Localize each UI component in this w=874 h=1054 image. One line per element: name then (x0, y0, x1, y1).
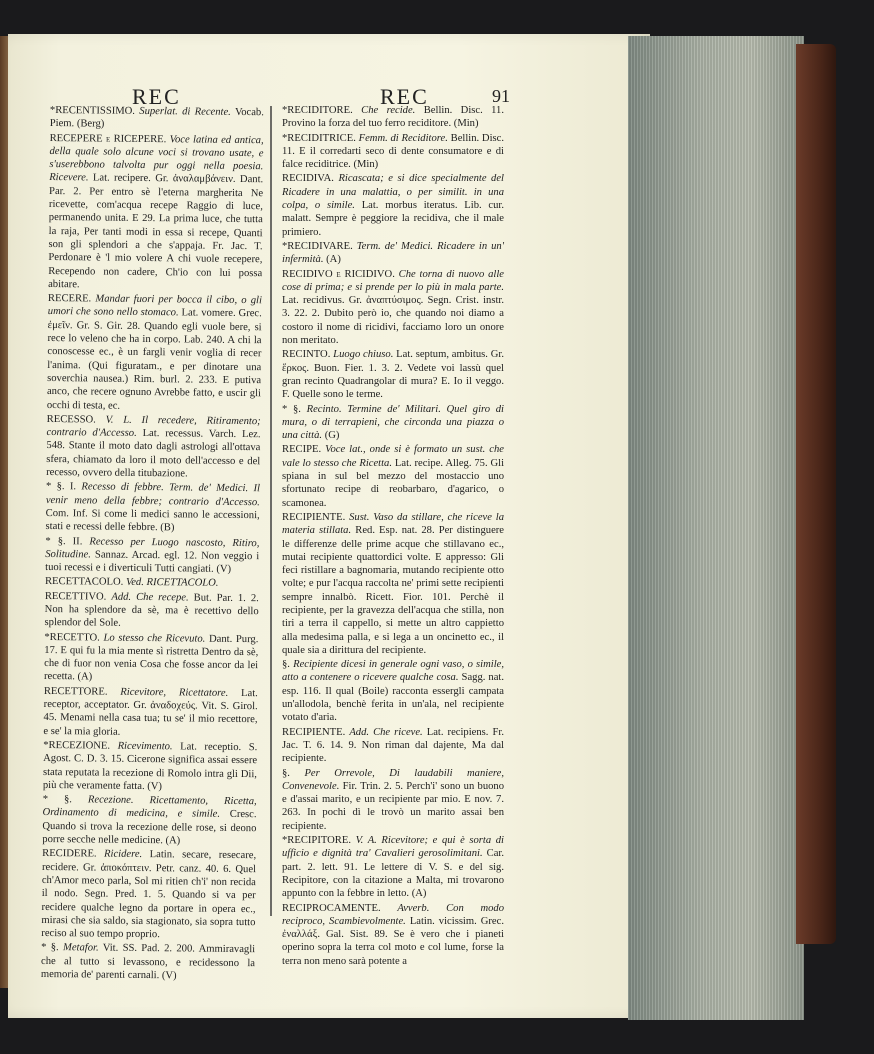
left-column (41, 104, 264, 984)
entry-headword: RECESSO. (46, 413, 96, 426)
dictionary-entry (43, 739, 258, 794)
entry-body: Red. Esp. nat. 28. Per distinguere le differenze delle prime acque che stillavano ec., mutai recipiente quattordici volte. E appresso: Gli feci ristillare a bagnomaria, mutando recipiente otto volte; e pur l'acqua raccolta ne' primi sette recipienti sempre innalbò. Ricett. Fior. 101. Perchè il recipiente, per la gravezza dell'acqua che stilla, non tiri a terra il cappello, si mette un altro cappietto alla medesima palla, e si lega a un oncinetto ec., il quale sia a dirittura del recipiente. (282, 525, 505, 656)
entry-body: Lat. vomere. Grec. ἐμεῖν. Gr. S. Gir. 28. Quando egli vuole bere, si rece lo veleno che ha in corpo. Lab. 240. A chi la conoscesse ec., è un fargli venir voglia di recer l'anima. (Qui figuratam., e per dinotare una soverchia nausea.) Rim. burl. 2. 233. E putiva anco, che recere ognuno Avrebbe fatto, e uscir gli occhi di testa, ec. (46, 307, 262, 412)
entry-definition: Recezione. Ricettamento, Ricetta, Ordinamento di medicina, e simile. (42, 794, 257, 821)
entry-body: Lat. recipere. Gr. ἀναλαμβάνειν. Dant. Par. 2. Per entro sè l'eterna margherita Ne ricevette, com'acqua recepe Raggio di luce, permanendo unita. E 29. La prima luce, che tutta la raja, Per tanti modi in essa si recepe, Quanti son gli splendori a che s'appaja. Fr. Jac. T. Perdonare è 'l mio volere A chi vuole recepere, Recependo non cadere, Ch'io con lui possa abitare. (48, 172, 264, 291)
entry-headword: *RECIPITORE. (282, 835, 351, 847)
entry-body: Lat. recipe. Alleg. 75. Gli spiana in sul bel mezzo del mostaccio uno sfortunato recipe di reobarbaro, d'agarico, o scamonea. (282, 457, 505, 509)
entry-definition: Recipiente dicesi in generale ogni vaso, o simile, atto a contenere o ricevere qualche cosa. (282, 659, 505, 684)
entry-headword: * §. (41, 942, 59, 954)
dictionary-entry (41, 941, 255, 983)
entry-body: Car. part. 2. lett. 91. Le lettere di V. S. e del sig. Recipitore, con la citazione a Malta, mi trovarono appunto con la febbre in letto. (A) (282, 848, 504, 900)
column-divider (270, 106, 272, 916)
running-head-left: REC (132, 84, 181, 109)
entry-definition: Superlat. di Recente. (139, 105, 231, 118)
entry-definition: Ved. RICETTACOLO. (125, 577, 219, 590)
entry-headword: RECETTIVO. (44, 590, 107, 603)
book-cover (796, 44, 836, 944)
entry-definition: Add. Che recepe. (111, 591, 189, 604)
entry-body: Vocab. Piem. (Berg) (49, 106, 264, 130)
dictionary-entry (50, 104, 264, 133)
entry-body: But. Par. 1. 2. Non ha splendore da sè, ma è recettivo dello splendor del Sole. (44, 592, 259, 630)
dictionary-entry (282, 834, 504, 900)
dictionary-entry (282, 240, 504, 267)
entry-headword: RECIPE. (282, 444, 322, 456)
entry-definition: Femm. di Reciditore. (358, 132, 448, 144)
entry-body: Lat. recipiens. Fr. Jac. T. 6. 14. 9. Non riman dal dajente, Ma dal recipiente. (282, 726, 504, 765)
entry-headword: * §. (282, 403, 301, 415)
entry-definition: Che torna di nuovo alle cose di prima; e si prende per lo più in mala parte. (282, 268, 504, 293)
dictionary-entry (282, 443, 504, 509)
entry-body: Lat. morbus iteratus. Lib. cur. malatt. Sempre è peggiore la recidiva, che il male primiero. (282, 200, 504, 238)
entry-body: Bellin. Disc. 11. Provino la forza del tuo ferro reciditore. (Min) (282, 105, 504, 130)
entry-definition: Metafor. (62, 942, 99, 954)
page-number: 91 (492, 86, 510, 106)
entry-definition: Avverb. Con modo reciproco, Scambievolmente. (282, 902, 504, 927)
entry-headword: RECIDIVO e RICIDIVO. (282, 268, 395, 280)
dictionary-entry (44, 631, 259, 686)
dictionary-entry (46, 480, 261, 535)
entry-headword: * §. I. (45, 481, 77, 493)
entry-definition: Term. de' Medici. Ricadere in un' infermità. (282, 240, 504, 266)
entry-headword: RECEPERE e RICEPERE. (49, 132, 167, 145)
page-edges (628, 36, 804, 1020)
entry-body: Lat. receptor, acceptator. Gr. ἀναδοχεύς. Vit. S. Girol. 45. Menami nella casa tua; tu se' il mio recettore, e se' la mia gloria. (43, 687, 258, 738)
dictionary-entry (282, 767, 504, 833)
entry-body: Latin. secare, resecare, recidere. Gr. ἀποκόπτειν. Petr. canz. 40. 6. Quel ch'Amor meco parla, Sol mi ritien ch'i' non recida il nodo. Segn. Pred. 1. 5. Quando si va per recidere qualche legno da portare in opera ec., mirasi che sia saldo, sia stagionato, sia sopra tutto reciso al suo tempo proprio. (41, 849, 257, 941)
dictionary-entry (43, 685, 258, 740)
entry-body: Latin. vicissim. Grec. ἐναλλάξ. Gal. Sist. 89. Se è vero che i pianeti operino sopra la terra col moto e col lume, forse la terra non meno sarà potente a (282, 915, 504, 967)
entry-body: (A) (326, 254, 341, 266)
entry-headword: *RECENTISSIMO. (49, 104, 136, 117)
dictionary-entry (282, 268, 504, 348)
entry-headword: * §. (42, 794, 73, 806)
entry-headword: RECINTO. (282, 349, 331, 361)
entry-headword: §. (282, 659, 290, 671)
entry-definition: Lo stesso che Ricevuto. (103, 632, 206, 645)
entry-definition: V. A. Ricevitore; e qui è sorta di ufficio e dignità tra' Cavalieri gerosolimitani. (282, 835, 504, 860)
entry-definition: V. L. Il recedere, Ritiramento; contrario d'Accesso. (46, 414, 261, 440)
entry-body: Bellin. Disc. 11. E il corredarti seco di dente consumatore e di falce reciditrice. (Min) (282, 132, 505, 171)
entry-headword: RECERE. (47, 293, 92, 305)
entry-headword: *RECETTO. (44, 631, 100, 644)
dictionary-entry (42, 793, 257, 848)
dictionary-entry (282, 726, 504, 766)
entry-body: Sannaz. Arcad. egl. 12. Non veggio i tuoi recessi e i diverticuli Tutti cangiati. (V) (45, 549, 260, 576)
entry-headword: RECIDIVA. (282, 173, 334, 185)
entry-definition: Ricascata; e si dice specialmente del Ricadere in una malattia, o per similit. in una colpa, o simile. (282, 173, 505, 212)
entry-headword: RECIDERE. (42, 848, 97, 860)
entry-definition: Recesso per Luogo nascosto, Ritiro, Solitudine. (45, 535, 260, 561)
entry-body: Fir. Trin. 2. 5. Perch'i' sono un buono e d'assai marito, e un recipiente par mio. E nov. 7. 263. In pochi dì le trovò un marito assai ben recipiente. (282, 780, 505, 832)
dictionary-entry (48, 132, 264, 294)
entry-headword: RECETTACOLO. (44, 576, 124, 589)
entry-definition: Recinto. Termine de' Militari. Quel giro di mura, o di terrapieni, che circonda una piazza o una città. (282, 403, 504, 442)
running-head-right: REC (380, 84, 429, 109)
right-column (282, 104, 504, 969)
entry-definition: Ricevimento. (117, 740, 173, 753)
entry-body: Cresc. Quando si trova la recezione delle rose, si deono porre secche nelle medicine. (A) (42, 809, 257, 847)
dictionary-entry (282, 511, 504, 657)
entry-body: Lat. receptio. S. Agost. C. D. 3. 15. Cicerone significa assai essere stata reputata la recezione di Romolo intra gli Dii, più che veramente fatta. (V) (42, 741, 258, 793)
dictionary-entry (282, 172, 504, 238)
entry-definition: Mandar fuori per bocca il cibo, o gli umori che sono nello stomaco. (47, 293, 263, 319)
dictionary-entry (45, 575, 259, 591)
entry-definition: Add. Che riceve. (349, 726, 423, 738)
dictionary-entry (44, 590, 258, 632)
dictionary-entry (282, 658, 504, 724)
entry-headword: §. (282, 767, 290, 779)
entry-headword: *RECIDITORE. (282, 105, 353, 116)
entry-headword: RECIPROCAMENTE. (282, 902, 381, 914)
entry-body: Lat. recidivus. Gr. ἀναπτύσιμος. Segn. Crist. instr. 3. 22. 2. Dubito però io, che quando noi diamo a costoro il nome di ricidivi, facciamo loro un onore non meritato. (282, 295, 504, 347)
dictionary-entry (47, 292, 262, 414)
entry-headword: *RECIDITRICE. (282, 132, 356, 144)
entry-body: Dant. Purg. 17. E qui fu la mia mente sì ristretta Dentro da sè, che di fuor non venia Cosa che fosse ancor da lei recetta. (A) (43, 633, 259, 683)
entry-definition: Recesso di febbre. Term. de' Medici. Il venir meno della febbre; contrario d'Accesso. (45, 481, 261, 508)
dictionary-entry (282, 132, 504, 172)
entry-headword: * §. II. (45, 535, 83, 547)
entry-definition: Luogo chiuso. (333, 349, 394, 361)
entry-headword: RECIPIENTE. (282, 726, 346, 738)
entry-definition: Voce latina ed antica, della quale solo alcune voci si trovano usate, e s'userebbono talvolta pur oggi nella poesia. Ricevere. (49, 133, 264, 184)
entry-headword: RECETTORE. (43, 685, 108, 698)
entry-definition: Che recide. (361, 105, 416, 116)
dictionary-entry (282, 902, 504, 968)
entry-body: Lat. septum, ambitus. Gr. ἕρκος. Buon. Fier. 1. 3. 2. Vedete voi lassù quel gran recinto Quadrangolar di mura? E. Io il veggo. F. Quelle sono le terme. (282, 349, 504, 401)
dictionary-entry (282, 104, 504, 131)
entry-definition: Ricevitore, Ricettatore. (120, 686, 229, 699)
dictionary-entry (282, 403, 504, 443)
dictionary-entry (41, 847, 256, 942)
dictionary-entry (282, 348, 504, 401)
entry-definition: Sust. Vaso da stillare, che riceve la materia stillata. (282, 511, 504, 537)
entry-definition: Voce lat., onde si è formato un sust. che vale lo stesso che Ricetta. (282, 444, 504, 469)
entry-body: (G) (324, 430, 340, 442)
entry-body: Vit. SS. Pad. 2. 200. Ammiravagli che al tutto si levassono, e recidessono la memoria de' parenti carnali. (V) (40, 943, 256, 982)
entry-definition: Per Orrevole, Di laudabili maniere, Convenevole. (282, 767, 504, 792)
entry-headword: RECIPIENTE. (282, 511, 346, 523)
dictionary-entry (45, 534, 259, 576)
entry-body: Com. Inf. Si come li medici sanno le accessioni, stati e recessi delle febbre. (B) (45, 507, 260, 534)
entry-body: Sagg. nat. esp. 116. Il qual (Boile) racconta essergli campata un'allodola, benchè ferita in un'ala, nel recipiente votato d'aria. (282, 672, 504, 724)
entry-headword: *RECEZIONE. (43, 739, 111, 752)
entry-headword: *RECIDIVARE. (282, 240, 353, 252)
dictionary-entry (46, 413, 261, 482)
entry-body: Lat. recessus. Varch. Lez. 548. Stante il moto dato dagli astrologi all'ottava sfera, chiamato da loro il moto dell'accesso e del recesso, ovvero della titubazione. (46, 428, 261, 480)
entry-definition: Ricidere. (104, 848, 143, 861)
